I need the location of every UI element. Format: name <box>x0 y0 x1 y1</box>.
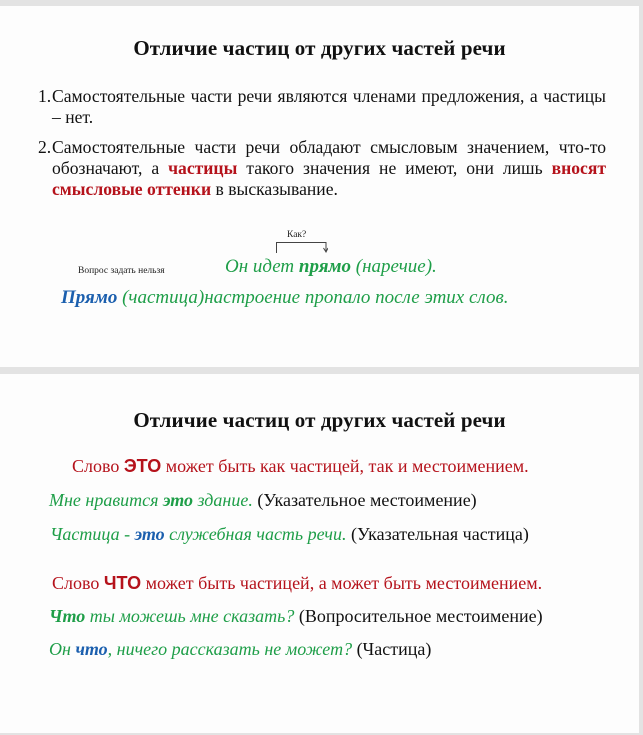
grammar-note: (Указательное местоимение) <box>252 490 477 510</box>
grammar-note: (Вопросительное местоимение) <box>294 606 543 626</box>
list-text: Самостоятельные части речи обладают смысловым значением, что-то обозначают, а <box>52 137 606 178</box>
slide-title: Отличие частиц от других частей речи <box>133 408 506 432</box>
list-item-1 <box>38 86 606 128</box>
example-particle: Прямо (частица)настроение пропало после этих слов. <box>61 287 509 308</box>
no-question-label: Вопрос задать нельзя <box>78 266 165 276</box>
word-pryamo: прямо <box>298 256 352 277</box>
grammar-note: (Указательная частица) <box>346 524 529 544</box>
list-item-2 <box>38 137 606 200</box>
eto-example-particle: Частица - это служебная часть речи. (Указательная частица) <box>50 524 529 544</box>
list-text: такого значения не имеют, они лишь <box>237 158 552 178</box>
word-chto: ЧТО <box>103 573 142 593</box>
question-arrow-icon <box>276 242 328 254</box>
eto-rule: Слово ЭТО может быть как частицей, так и местоимением. <box>72 456 529 476</box>
question-label: Как? <box>287 230 307 240</box>
chto-example-pronoun: Что ты можешь мне сказать? (Вопросительное местоимение) <box>49 606 543 626</box>
list-number: 2. <box>38 137 52 157</box>
list-text: Самостоятельные части речи являются членами предложения, а частицы – нет. <box>52 86 606 127</box>
grammar-note: (Частица) <box>352 639 432 659</box>
example-adverb: Он идет прямо (наречие). <box>225 256 437 277</box>
list-number: 1. <box>38 86 52 106</box>
slide-1 <box>0 6 639 367</box>
slide-2 <box>0 374 639 733</box>
word-eto: ЭТО <box>123 456 162 476</box>
slide-title: Отличие частиц от других частей речи <box>133 36 506 60</box>
chto-example-particle: Он что, ничего рассказать не может? (Частица) <box>49 639 432 659</box>
word-pryamo-particle: Прямо <box>61 287 118 308</box>
eto-example-pronoun: Мне нравится это здание. (Указательное местоимение) <box>49 490 477 510</box>
highlight-nuances: вносят смысловые оттенки <box>52 158 606 199</box>
highlight-particles: частицы <box>168 158 238 178</box>
list-text: в высказывание. <box>211 179 338 199</box>
chto-rule: Слово ЧТО может быть частицей, а может быть местоимением. <box>52 573 543 593</box>
